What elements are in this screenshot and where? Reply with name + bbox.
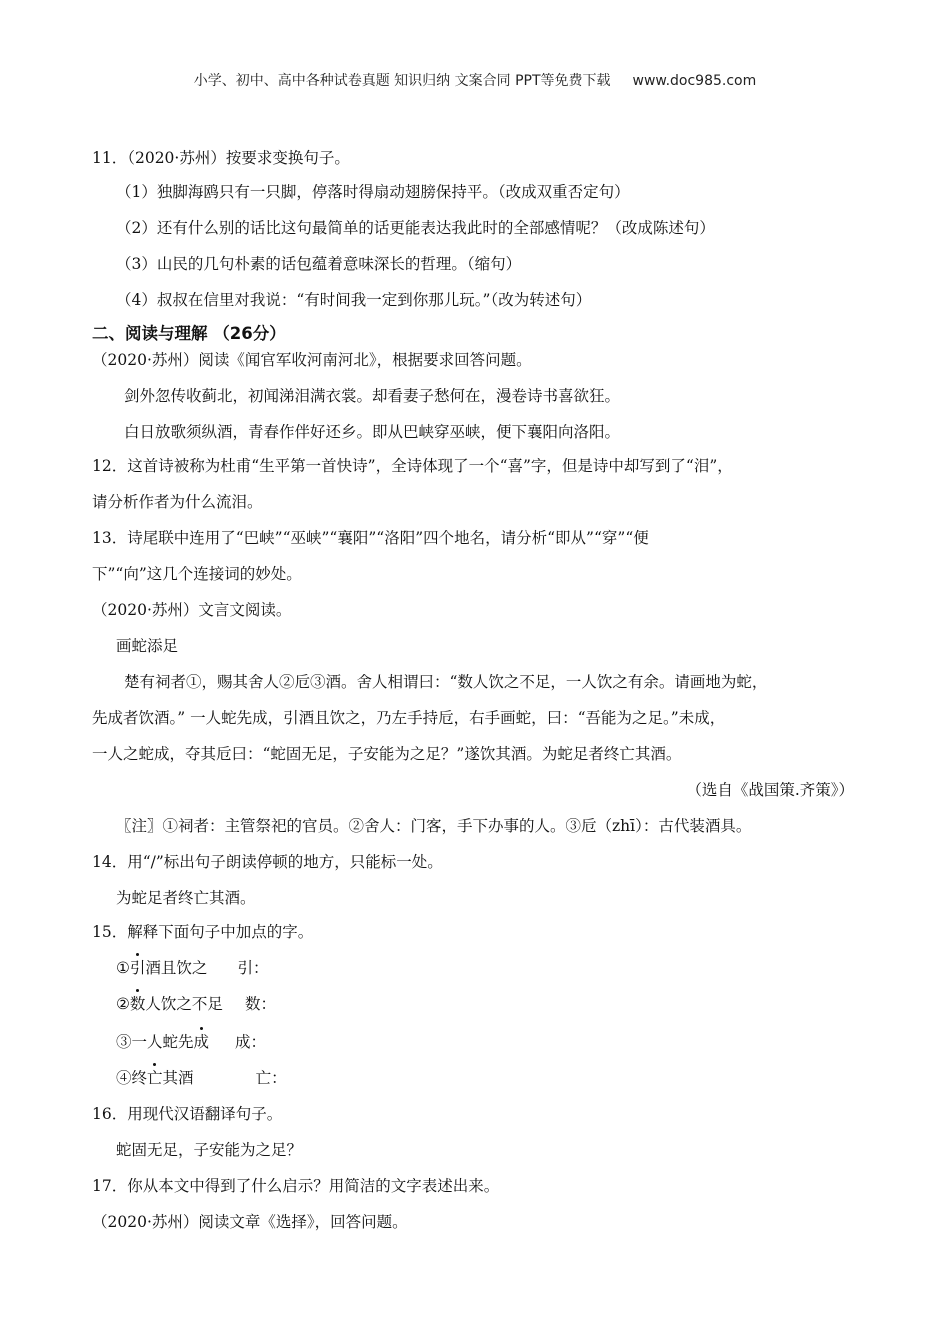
page-header [0, 70, 950, 90]
section-heading: 二、阅读与理解 （26分） [92, 324, 286, 343]
poem-line-2: 白日放歌须纵酒，青春作伴好还乡。即从巴峡穿巫峡，便下襄阳向洛阳。 [124, 423, 621, 441]
q11-item-1: （1）独脚海鸥只有一只脚，停落时得扇动翅膀保持平。（改成双重否定句） [116, 183, 630, 201]
answer-label: 成： [235, 1033, 267, 1051]
story-line-3: 一人之蛇成，夺其卮曰：“蛇固无足，子安能为之足？”遂饮其酒。为蛇足者终亡其酒。 [92, 745, 682, 763]
next-reading-intro: （2020·苏州）阅读文章《选择》，回答问题。 [92, 1213, 408, 1231]
header-text: 小学、初中、高中各种试卷真题 知识归纳 文案合同 PPT等免费下载 [193, 73, 611, 89]
header-url[interactable]: www.doc985.com [632, 73, 757, 89]
poem-intro: （2020·苏州）阅读《闻官军收河南河北》，根据要求回答问题。 [92, 351, 532, 369]
q11-item-3: （3）山民的几句朴素的话包蕴着意味深长的哲理。（缩句） [116, 255, 522, 273]
q15-title: 15．解释下面句子中加点的字。 [92, 923, 314, 941]
q11-item-4: （4）叔叔在信里对我说：“有时间我一定到你那儿玩。”（改为转述句） [116, 291, 592, 309]
q15-item-2: ②数人饮之不足 数： [116, 995, 276, 1013]
q17-title: 17．你从本文中得到了什么启示？用简洁的文字表述出来。 [92, 1177, 500, 1195]
answer-label: 数： [244, 995, 276, 1013]
q13-line-2: 下”“向”这几个连接词的妙处。 [92, 565, 302, 583]
q11-item-2: （2）还有什么别的话比这句最简单的话更能表达我此时的全部感情呢？（改成陈述句） [116, 219, 715, 237]
q16-sentence: 蛇固无足，子安能为之足？ [116, 1141, 303, 1159]
q15-item-3: ③一人蛇先成 成： [116, 1033, 267, 1051]
q16-title: 16．用现代汉语翻译句子。 [92, 1105, 283, 1123]
q14-sentence: 为蛇足者终亡其酒。 [116, 889, 256, 907]
story-line-2: 先成者饮酒。” 一人蛇先成，引酒且饮之，乃左手持卮，右手画蛇，曰：“吾能为之足。”未成， [92, 709, 726, 727]
q14-title: 14．用“/”标出句子朗读停顿的地方，只能标一处。 [92, 853, 443, 871]
answer-label: 引： [237, 959, 269, 977]
q15-item-4: ④终亡其酒 亡： [116, 1069, 287, 1087]
wenyan-intro: （2020·苏州）文言文阅读。 [92, 601, 292, 619]
q12-line-1: 12．这首诗被称为杜甫“生平第一首快诗”，全诗体现了一个“喜”字，但是诗中却写到了“泪”， [92, 457, 733, 475]
q12-line-2: 请分析作者为什么流泪。 [92, 493, 263, 511]
dotted-char: 引 [129, 959, 146, 977]
q11-title: 11．（2020·苏州）按要求变换句子。 [92, 149, 350, 167]
dotted-char: 成 [193, 1033, 210, 1051]
story-line-1: 楚有祠者①，赐其舍人②卮③酒。舍人相谓曰：“数人饮之不足，一人饮之有余。请画地为蛇， [124, 673, 768, 691]
story-title: 画蛇添足 [116, 637, 179, 655]
poem-line-1: 剑外忽传收蓟北，初闻涕泪满衣裳。却看妻子愁何在，漫卷诗书喜欲狂。 [124, 387, 621, 405]
q15-item-1: ①引酒且饮之 引： [116, 959, 269, 977]
dotted-char: 亡 [147, 1069, 163, 1087]
story-note: 〖注〗①祠者：主管祭祀的官员。②舍人：门客，手下办事的人。③卮（zhī）：古代装酒具。 [116, 817, 752, 835]
answer-label: 亡： [255, 1069, 287, 1087]
story-source: （选自《战国策.齐策》） [686, 781, 854, 799]
dotted-char: 数 [129, 995, 146, 1013]
q13-line-1: 13．诗尾联中连用了“巴峡”“巫峡”“襄阳”“洛阳”四个地名，请分析“即从”“穿”“便 [92, 529, 649, 547]
